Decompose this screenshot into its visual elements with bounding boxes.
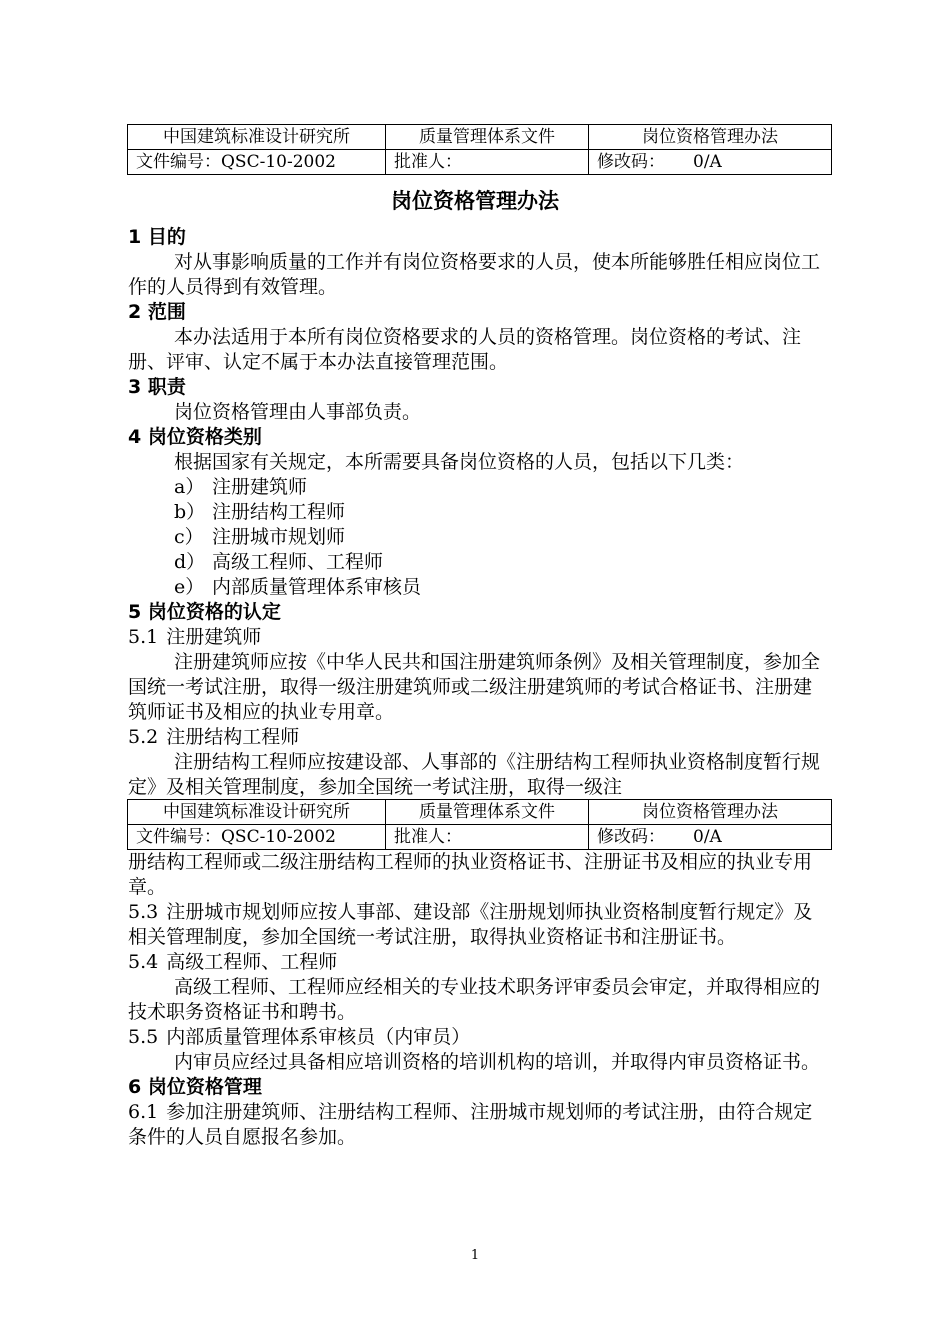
- header-revision-value: 0/A: [693, 152, 722, 172]
- section-3-heading: 3 职责: [128, 376, 186, 398]
- section-5-4-number: 5.4: [128, 951, 159, 973]
- section-5-1-heading: [128, 625, 824, 650]
- header-org: 中国建筑标准设计研究所: [128, 800, 386, 825]
- list-item-label: d）: [174, 551, 206, 573]
- list-item-text: 注册建筑师: [212, 476, 308, 498]
- section-1-heading: 1 目的: [128, 226, 186, 248]
- section-5-heading: 5 岗位资格的认定: [128, 601, 281, 623]
- header-revision: [589, 150, 832, 175]
- header-revision-label: 修改码：: [597, 152, 665, 172]
- section-4-heading: 4 岗位资格类别: [128, 426, 262, 448]
- section-6-1-number: 6.1: [128, 1101, 159, 1123]
- section-6-heading: 6 岗位资格管理: [128, 1076, 262, 1098]
- section-5-2-heading: [128, 725, 824, 750]
- section-5-4-body: 高级工程师、工程师应经相关的专业技术职务评审委员会审定，并取得相应的技术职务资格证书和聘书。: [128, 976, 821, 1023]
- section-5-2-title: 注册结构工程师: [166, 726, 300, 748]
- list-item: [128, 575, 824, 600]
- section-5-1-title: 注册建筑师: [166, 626, 262, 648]
- list-item: [128, 475, 824, 500]
- header-system-doc: 质量管理体系文件: [386, 800, 589, 825]
- header-revision: [589, 825, 832, 850]
- header-doc-name: 岗位资格管理办法: [589, 125, 832, 150]
- section-6-1-body: [128, 1100, 824, 1150]
- section-5-5-number: 5.5: [128, 1026, 159, 1048]
- list-item-label: b）: [174, 501, 206, 523]
- section-6-1-text: 参加注册建筑师、注册结构工程师、注册城市规划师的考试注册，由符合规定条件的人员自愿报名参加。: [128, 1101, 813, 1148]
- list-item-text: 高级工程师、工程师: [212, 551, 384, 573]
- header-table-top: [127, 124, 832, 175]
- header-revision-label: 修改码：: [597, 827, 665, 847]
- document-title: 岗位资格管理办法: [391, 189, 559, 213]
- list-item: [128, 500, 824, 525]
- list-item-text: 内部质量管理体系审核员: [212, 576, 422, 598]
- section-5-4-title: 高级工程师、工程师: [166, 951, 338, 973]
- section-5-5-body: 内审员应经过具备相应培训资格的培训机构的培训，并取得内审员资格证书。: [174, 1051, 821, 1073]
- header-approver: 批准人：: [386, 150, 589, 175]
- list-item-label: e）: [174, 576, 205, 598]
- list-item: [128, 525, 824, 550]
- section-5-4-heading: [128, 950, 824, 975]
- header-revision-value: 0/A: [693, 827, 722, 847]
- section-5-1-body: 注册建筑师应按《中华人民共和国注册建筑师条例》及相关管理制度，参加全国统一考试注册，取得一级注册建筑师或二级注册建筑师的考试合格证书、注册建筑师证书及相应的执业专用章。: [128, 651, 821, 723]
- section-5-1-number: 5.1: [128, 626, 159, 648]
- header-approver: 批准人：: [386, 825, 589, 850]
- section-5-2-number: 5.2: [128, 726, 159, 748]
- header-org: 中国建筑标准设计研究所: [128, 125, 386, 150]
- header-doc-name: 岗位资格管理办法: [589, 800, 832, 825]
- list-item-label: c）: [174, 526, 204, 548]
- section-5-3-text: 注册城市规划师应按人事部、建设部《注册规划师执业资格制度暂行规定》及相关管理制度，参加全国统一考试注册，取得执业资格证书和注册证书。: [128, 901, 813, 948]
- section-5-5-title: 内部质量管理体系审核员（内审员）: [166, 1026, 471, 1048]
- page2-body: [128, 850, 824, 1150]
- header-doc-no: 文件编号：QSC-10-2002: [128, 150, 386, 175]
- header-doc-no: 文件编号：QSC-10-2002: [128, 825, 386, 850]
- list-item-text: 注册结构工程师: [212, 501, 346, 523]
- list-item-text: 注册城市规划师: [212, 526, 346, 548]
- section-4-body: 根据国家有关规定，本所需要具备岗位资格的人员，包括以下几类：: [174, 451, 745, 473]
- section-5-2-continued: 册结构工程师或二级注册结构工程师的执业资格证书、注册证书及相应的执业专用章。: [128, 851, 813, 898]
- section-5-2-body: 注册结构工程师应按建设部、人事部的《注册结构工程师执业资格制度暂行规定》及相关管理制度，参加全国统一考试注册，取得一级注: [128, 751, 821, 798]
- section-1-body: 对从事影响质量的工作并有岗位资格要求的人员，使本所能够胜任相应岗位工作的人员得到有效管理。: [128, 251, 821, 298]
- list-item-label: a）: [174, 476, 205, 498]
- section-5-3-number: 5.3: [128, 901, 159, 923]
- header-table-repeat: [127, 799, 832, 850]
- section-2-heading: 2 范围: [128, 301, 186, 323]
- header-system-doc: 质量管理体系文件: [386, 125, 589, 150]
- page1-body: [128, 225, 824, 800]
- section-2-body: 本办法适用于本所有岗位资格要求的人员的资格管理。岗位资格的考试、注册、评审、认定不属于本办法直接管理范围。: [128, 326, 802, 373]
- section-5-3-body: [128, 900, 824, 950]
- section-3-body: 岗位资格管理由人事部负责。: [174, 401, 422, 423]
- section-5-5-heading: [128, 1025, 824, 1050]
- page-number: 1: [470, 1248, 480, 1263]
- list-item: [128, 550, 824, 575]
